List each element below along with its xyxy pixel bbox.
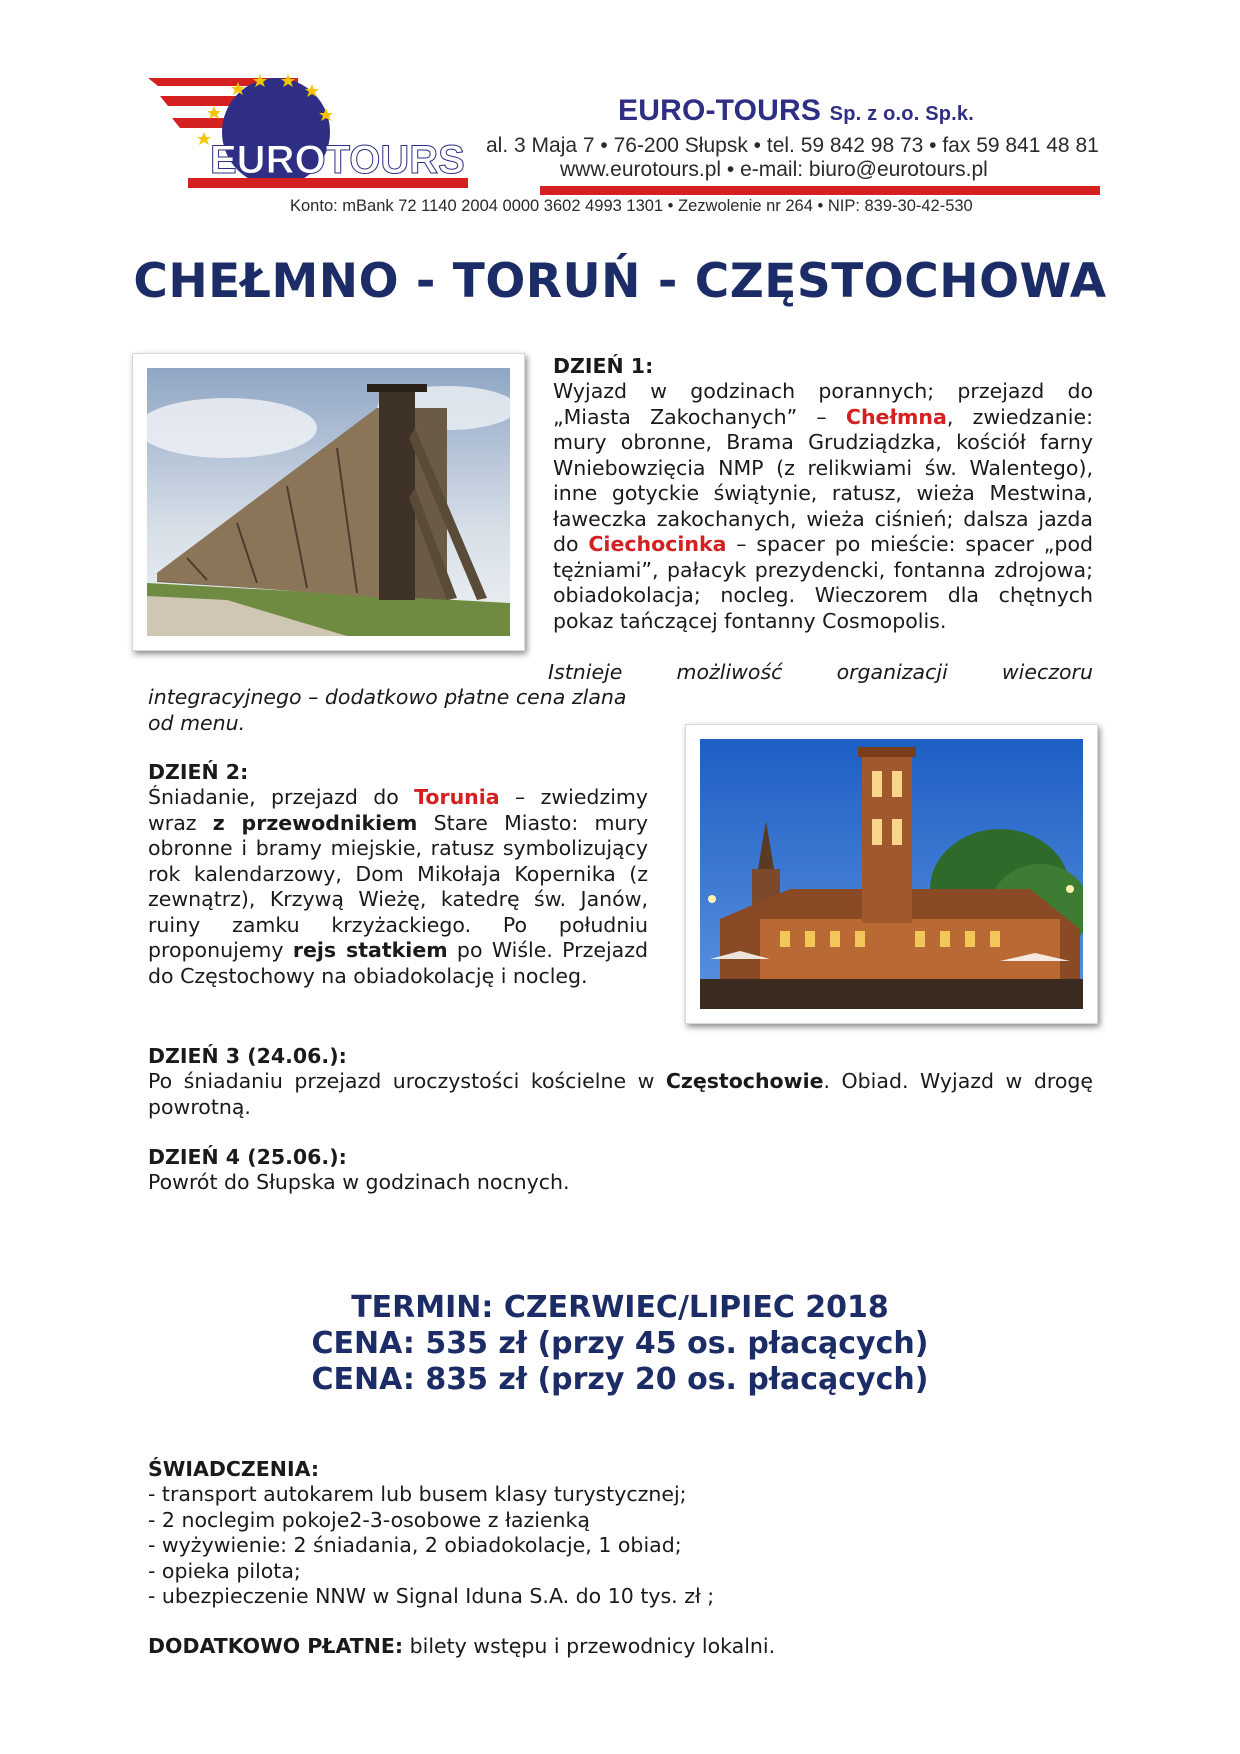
price-line-20: CENA: 835 zł (przy 20 os. płacących) xyxy=(311,1362,929,1397)
photo-graduation-tower xyxy=(132,353,525,651)
eurotours-logo xyxy=(148,74,468,204)
highlight-czestochowa: Częstochowie xyxy=(665,1069,824,1093)
day2-description: Śniadanie, przejazd do Torunia – zwiedzimy wraz z przewodnikiem Stare Miasto: mury obronne i bramy miejskie, ratusz symbolizujący rok kalendarzowy, Dom Mikołaja Kopernika (z zewnątrz), Krzywą Wieżę, katedrę św. Janów, ruiny zamku krzyżackiego. Po południu proponujemy rejs statkiem po Wiśle. Przejazd do Częstochowy na obiadokolację i nocleg. xyxy=(148,785,649,988)
optional-note-rest: integracyjnego – dodatkowo płatne cena zlana od menu. xyxy=(148,685,627,735)
highlight-guide: z przewodnikiem xyxy=(212,810,418,835)
services-list xyxy=(148,1482,714,1610)
company-suffix: Sp. z o.o. Sp.k. xyxy=(829,103,974,125)
highlight-boat-trip: rejs statkiem xyxy=(292,938,448,962)
page-title: CHEŁMNO - TORUŃ - CZĘSTOCHOWA xyxy=(133,254,1107,309)
list-item: - wyżywienie: 2 śniadania, 2 obiadokolacje, 1 obiad; xyxy=(148,1533,682,1557)
day4-heading: DZIEŃ 4 (25.06.): xyxy=(148,1145,347,1169)
services-heading: ŚWIADCZENIA: xyxy=(148,1457,320,1481)
highlight-torun: Torunia xyxy=(414,785,500,809)
company-web-email: www.eurotours.pl • e-mail: biuro@eurotours.pl xyxy=(560,158,988,181)
header-red-stripe xyxy=(540,186,1100,195)
extra-paid-text: bilety wstępu i przewodnicy lokalni. xyxy=(403,1634,776,1658)
day2-heading: DZIEŃ 2: xyxy=(148,760,249,784)
price-line-45: CENA: 535 zł (przy 45 os. płacących) xyxy=(311,1326,929,1361)
extra-paid-label: DODATKOWO PŁATNE: xyxy=(148,1634,404,1658)
term-line: TERMIN: CZERWIEC/LIPIEC 2018 xyxy=(351,1290,889,1325)
extra-paid xyxy=(148,1634,775,1660)
day3-heading: DZIEŃ 3 (24.06.): xyxy=(148,1044,347,1068)
highlight-ciechocinek: Ciechocinka xyxy=(588,532,727,556)
company-name: EURO-TOURS Sp. z o.o. Sp.k. xyxy=(618,94,974,127)
torun-town-hall-image xyxy=(700,739,1083,1009)
day3-description: Po śniadaniu przejazd uroczystości kościelne w Częstochowie. Obiad. Wyjazd w drogę powrotną. xyxy=(148,1069,1093,1119)
list-item: - 2 noclegim pokoje2-3-osobowe z łazienką xyxy=(148,1507,590,1532)
list-item: - opieka pilota; xyxy=(148,1558,301,1583)
highlight-chelmno: Chełmna xyxy=(845,404,947,429)
day1-description: Wyjazd w godzinach porannych; przejazd do „Miasta Zakochanych” – Chełmna, zwiedzanie: mury obronne, Brama Grudziądzka, kościół farny Wniebowzięcia NMP (z relikwiami św. Walentego), inne gotyckie świątynie, ratusz, wieża Mestwina, ławeczka zakochanych, wieża ciśnień; dalsza jazda do Ciechocinka – spacer po mieście: spacer „pod tężniami”, pałacyk prezydencki, fontanna zdrojowa; obiadokolacja; nocleg. Wieczorem dla chętnych pokaz tańczącej fontanny Cosmopolis. xyxy=(553,379,1093,633)
logo-text: EUROTOURS xyxy=(210,138,465,182)
optional-note-line1: Istnieje możliwość organizacji wieczoru xyxy=(548,660,1093,684)
day1-heading: DZIEŃ 1: xyxy=(553,354,654,378)
account-info: Konto: mBank 72 1140 2004 0000 3602 4993 1301 • Zezwolenie nr 264 • NIP: 839-30-42-530 xyxy=(290,197,973,215)
graduation-tower-image xyxy=(147,368,510,636)
day4-description: Powrót do Słupska w godzinach nocnych. xyxy=(148,1170,570,1194)
list-item: - ubezpieczenie NNW w Signal Iduna S.A. do 10 tys. zł ; xyxy=(148,1584,715,1608)
list-item: - transport autokarem lub busem klasy turystycznej; xyxy=(148,1482,687,1506)
photo-torun-town-hall xyxy=(685,724,1098,1024)
company-address: al. 3 Maja 7 • 76-200 Słupsk • tel. 59 842 98 73 • fax 59 841 48 81 xyxy=(486,134,1099,157)
